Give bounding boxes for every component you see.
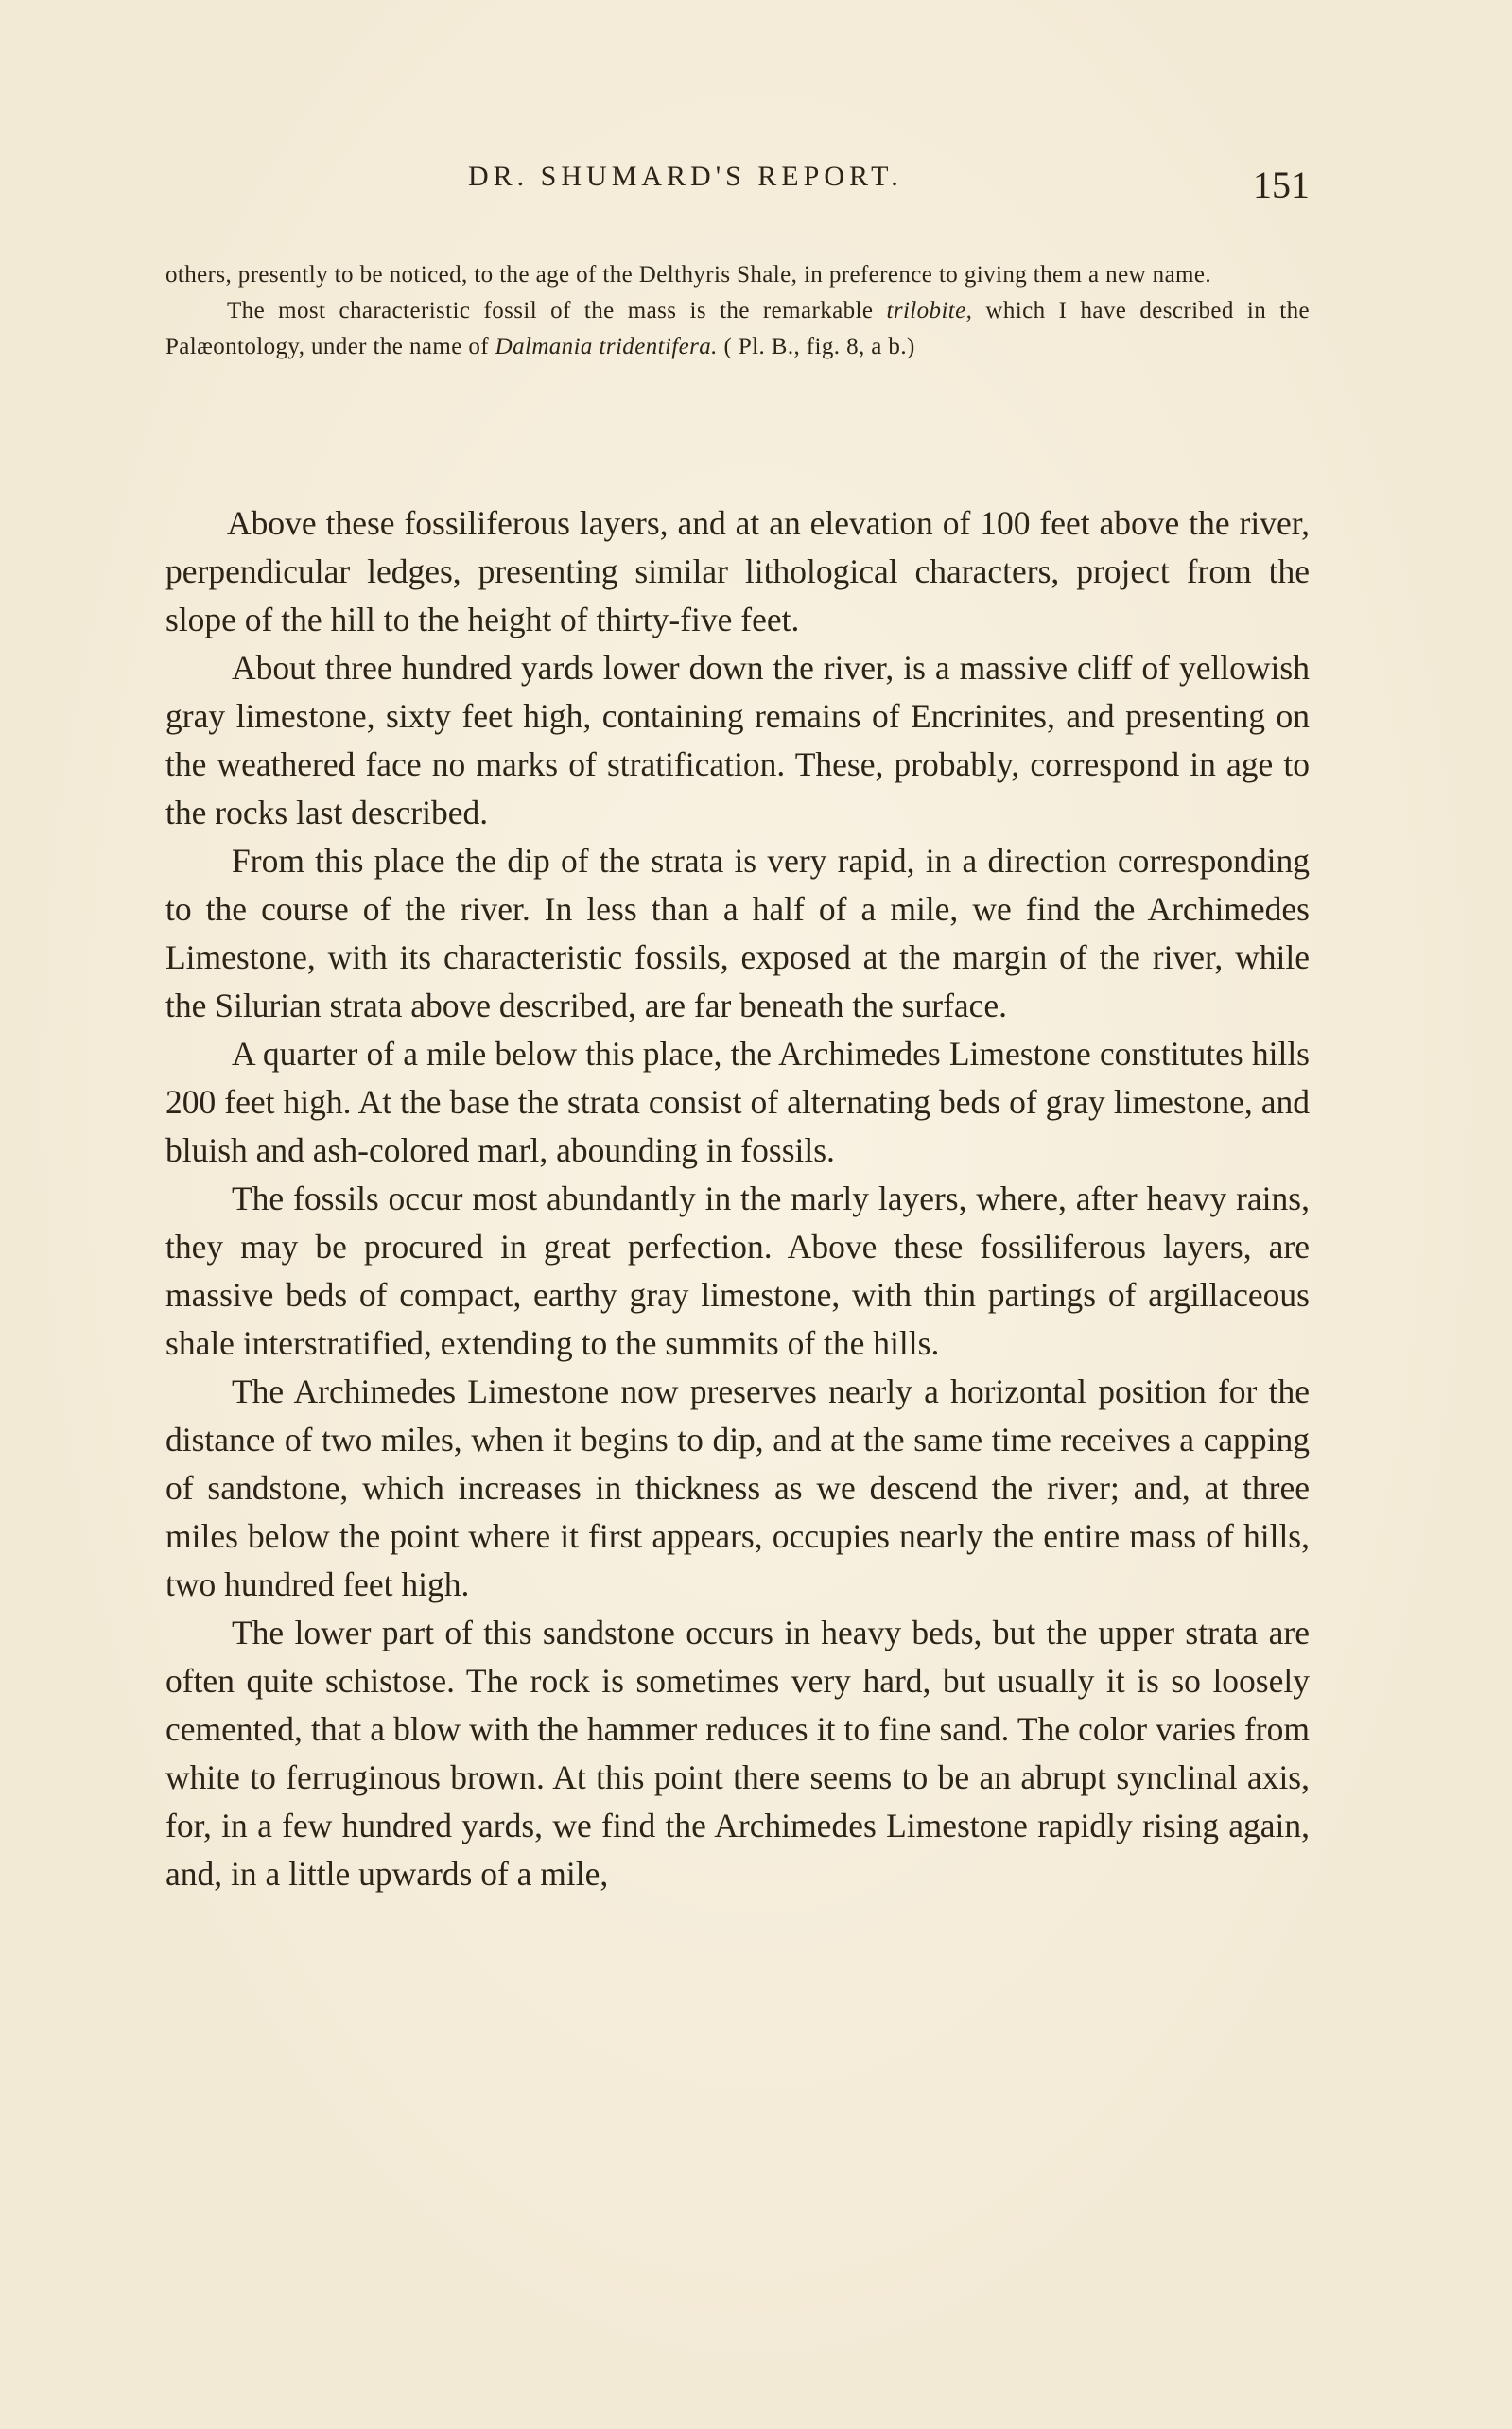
body-paragraph: The Archimedes Limestone now preserves nearly a horizontal position for the distance of two miles, when it begins to dip, and at the same time receives a capping of sandstone, which increases in thickness as we descend the river; and, at three miles below the point where it first appears, occupies nearly the entire mass of hills, two hundred feet high. xyxy=(165,1372,1310,1603)
note-text: The most characteristic fossil of the mass is the remarkable xyxy=(227,298,887,323)
note-text: ( Pl. B., fig. 8, a b.) xyxy=(717,334,915,359)
page-header xyxy=(165,161,1310,218)
body-paragraph: About three hundred yards lower down the river, is a massive cliff of yellowish gray limestone, sixty feet high, containing remains of Encrinites, and presenting on the weathered face no marks of stratification. These, probably, correspond in age to the rocks last described. xyxy=(165,649,1310,831)
body-paragraph: The fossils occur most abundantly in the marly layers, where, after heavy rains, they may be procured in great perfection. Above these fossiliferous layers, are massive beds of compact, earthy gray limestone, with thin partings of argillaceous shale interstratified, extending to the summits of the hills. xyxy=(165,1180,1310,1362)
note-italic-trilobite: trilobite, xyxy=(886,298,973,323)
body-paragraph: The lower part of this sandstone occurs in heavy beds, but the upper strata are often quite schistose. The rock is sometimes very hard, but usually it is so loosely cemented, that a blow with the hammer reduces it to fine sand. The color varies from white to ferruginous brown. At this point there seems to be an abrupt synclinal axis, for, in a few hundred yards, we find the Archimedes Limestone rapidly rising again, and, in a little upwards of a mile, xyxy=(165,1614,1310,1893)
body-paragraph: Above these fossiliferous layers, and at an elevation of 100 feet above the river, perpendicular ledges, presenting similar lithological characters, project from the slope of the hill to the height of thirty-five feet. xyxy=(165,504,1310,638)
running-head: DR. SHUMARD'S REPORT. xyxy=(468,161,903,192)
body-paragraph: A quarter of a mile below this place, the Archimedes Limestone constitutes hills 200 feet high. At the base the strata consist of alternating beds of gray limestone, and bluish and ash-colored marl, abounding in fossils. xyxy=(165,1035,1310,1169)
note-italic-species: Dalmania tridentifera. xyxy=(495,334,718,359)
note-paragraph xyxy=(165,293,1310,365)
body-text xyxy=(165,499,1310,1898)
note-text: which I have described in the Palæontology, under the name of xyxy=(165,298,1310,359)
page-number: 151 xyxy=(1253,164,1310,206)
body-paragraph: From this place the dip of the strata is very rapid, in a direction corresponding to the course of the river. In less than a half of a mile, we find the Archimedes Limestone, with its characteristic fossils, exposed at the margin of the river, while the Silurian strata above described, are far beneath the surface. xyxy=(165,842,1310,1024)
footnote-block xyxy=(165,257,1310,365)
note-paragraph: others, presently to be noticed, to the age of the Delthyris Shale, in preference to giving them a new name. xyxy=(165,262,1212,288)
